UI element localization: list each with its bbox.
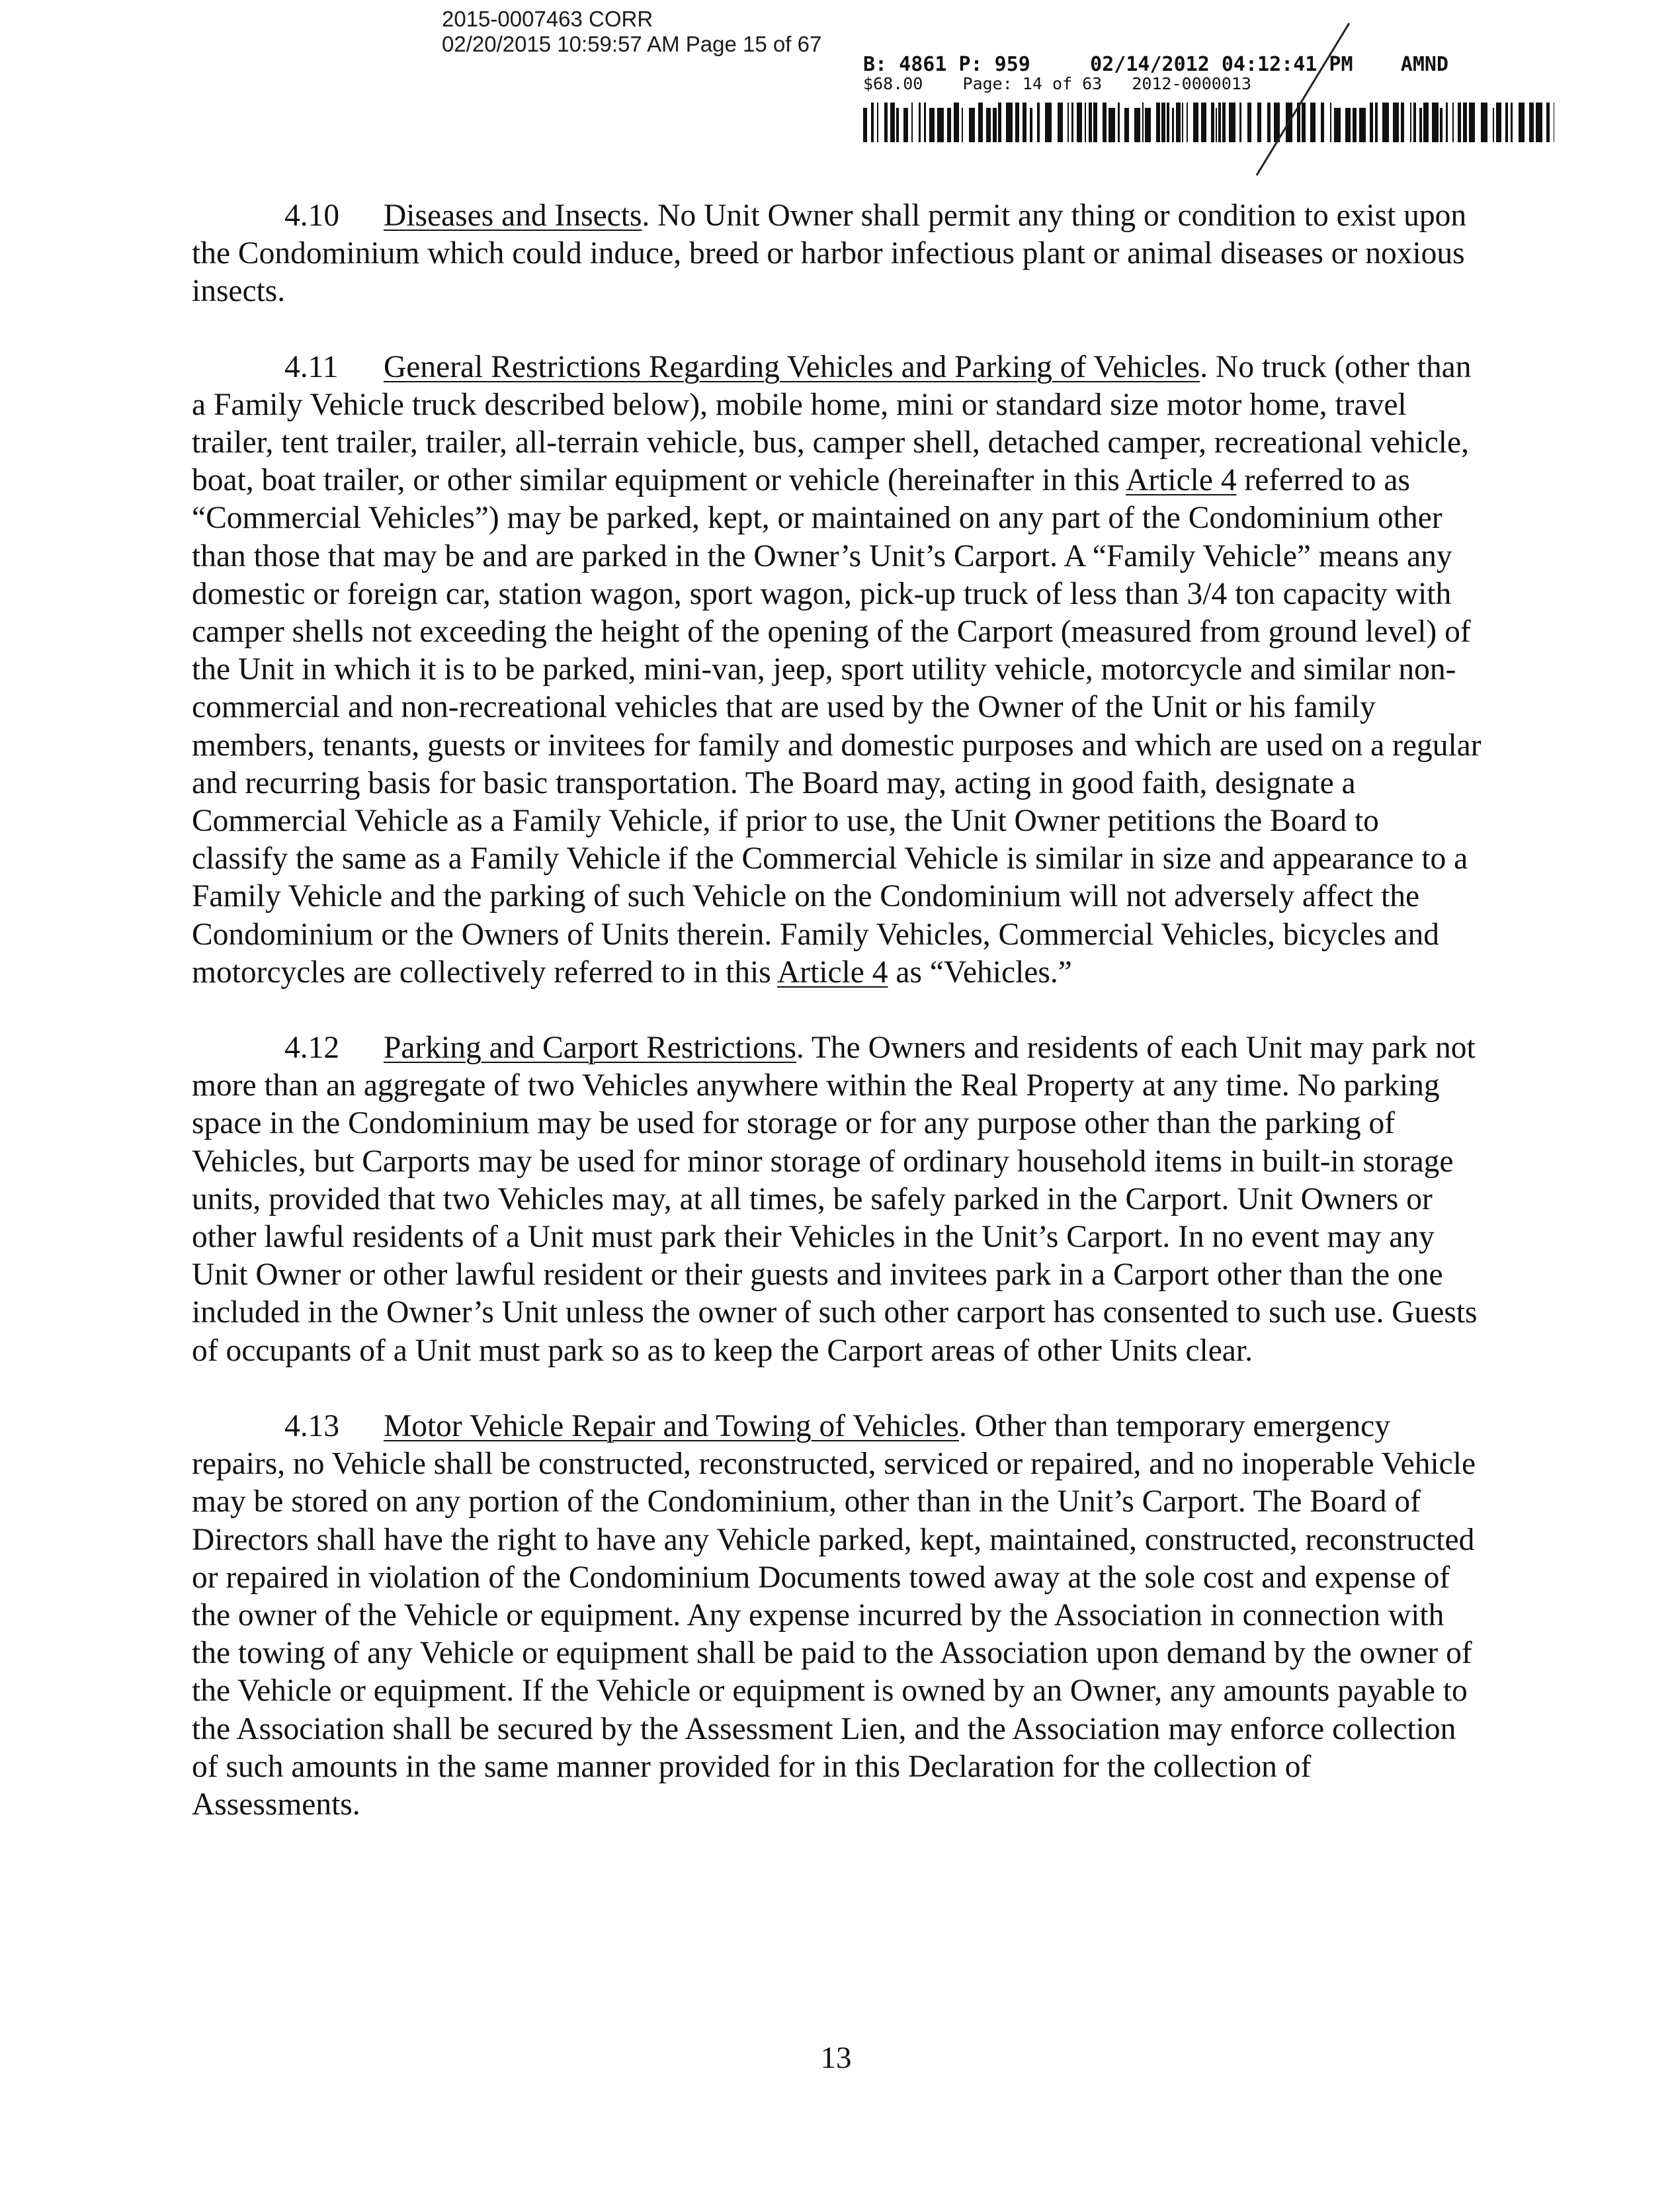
recording-book-page-date: B: 4861 P: 959 02/14/2012 04:12:41 PM AMND [863,53,1449,76]
section-body-text: . No truck (other than a Family Vehicle truck described below), mobile home, mini or standard size motor home, travel trailer, tent trailer, trailer, all-terrain vehicle, bus, camper shell, detached camper, recreational vehicle, boat, boat trailer, or other similar equipment or vehicle (hereinafter in this [192,349,1472,498]
section-body-text: . No Unit Owner shall permit any thing or condition to exist upon the Condominium which could induce, breed or harbor infectious plant or animal diseases or noxious insects. [192,198,1467,309]
section-4-12 [192,1029,1482,1370]
stamp-timestamp-page: 02/20/2015 10:59:57 AM Page 15 of 67 [442,32,822,56]
article-reference: Article 4 [777,955,888,990]
handwritten-slash-mark [1157,20,1356,179]
recording-fee-page-number: $68.00 Page: 14 of 63 2012-0000013 [863,74,1251,93]
section-body-text: . The Owners and residents of each Unit may park not more than an aggregate of two Vehicles anywhere within the Real Property at any time. No parking space in the Condominium may be used for storage or for any purpose other than the parking of Vehicles, but Carports may be used for minor storage of ordinary household items in built-in storage units, provided that two Vehicles may, at all times, be safely parked in the Carport. Unit Owners or other lawful residents of a Unit must park their Vehicles in the Unit’s Carport. In no event may any Unit Owner or other lawful resident or their guests and invitees park in a Carport other than the one included in the Owner’s Unit unless the owner of such other carport has consented to such use. Guests of occupants of a Unit must park so as to keep the Carport areas of other Units clear. [192,1031,1478,1368]
declaration-article-4-text [192,197,1482,1861]
section-heading: Diseases and Insects [384,198,642,233]
stamp-document-number: 2015-0007463 CORR [442,7,653,31]
section-number: 4.13 [284,1408,340,1443]
section-number: 4.10 [284,198,340,233]
section-number: 4.12 [284,1031,340,1066]
section-4-11 [192,349,1482,992]
section-number: 4.11 [284,349,339,384]
section-heading: Parking and Carport Restrictions [384,1031,796,1066]
section-heading: Motor Vehicle Repair and Towing of Vehicles [384,1408,959,1443]
page-number: 13 [820,2041,852,2075]
section-body-text: as “Vehicles.” [888,955,1072,990]
section-heading: General Restrictions Regarding Vehicles and Parking of Vehicles [384,349,1200,384]
section-body-text: referred to as “Commercial Vehicles”) may be parked, kept, or maintained on any part of the Condominium other than those that may be and are parked in the Owner’s Unit’s Carport. A “Family Vehicle” means any domestic or foreign car, station wagon, sport wagon, pick-up truck of less than 3/4 ton capacity with camper shells not exceeding the height of the opening of the Carport (measured from ground level) of the Unit in which it is to be parked, mini-van, jeep, sport utility vehicle, motorcycle and similar non-commercial and non-recreational vehicles that are used by the Owner of the Unit or his family members, tenants, guests or invitees for family and domestic purposes and which are used on a regular and recurring basis for basic transportation. The Board may, acting in good faith, designate a Commercial Vehicle as a Family Vehicle, if prior to use, the Unit Owner petitions the Board to classify the same as a Family Vehicle if the Commercial Vehicle is similar in size and appearance to a Family Vehicle and the parking of such Vehicle on the Condominium will not adversely affect the Condominium or the Owners of Units therein. Family Vehicles, Commercial Vehicles, bicycles and motorcycles are collectively referred to in this [192,463,1482,990]
section-4-10 [192,197,1482,311]
correction-stamp [442,7,821,57]
article-reference: Article 4 [1126,463,1237,498]
section-4-13 [192,1408,1482,1824]
section-body-text: . Other than temporary emergency repairs, no Vehicle shall be constructed, reconstructed, serviced or repaired, and no inoperable Vehicle may be stored on any portion of the Condominium, other than in the Unit’s Carport. The Board of Directors shall have the right to have any Vehicle parked, kept, maintained, constructed, reconstructed or repaired in violation of the Condominium Documents towed away at the sole cost and expense of the owner of the Vehicle or equipment. Any expense incurred by the Association in connection with the towing of any Vehicle or equipment shall be paid to the Association upon demand by the owner of the Vehicle or equipment. If the Vehicle or equipment is owned by an Owner, any amounts payable to the Association shall be secured by the Assessment Lien, and the Association may enforce collection of such amounts in the same manner provided for in this Declaration for the collection of Assessments. [192,1408,1476,1822]
